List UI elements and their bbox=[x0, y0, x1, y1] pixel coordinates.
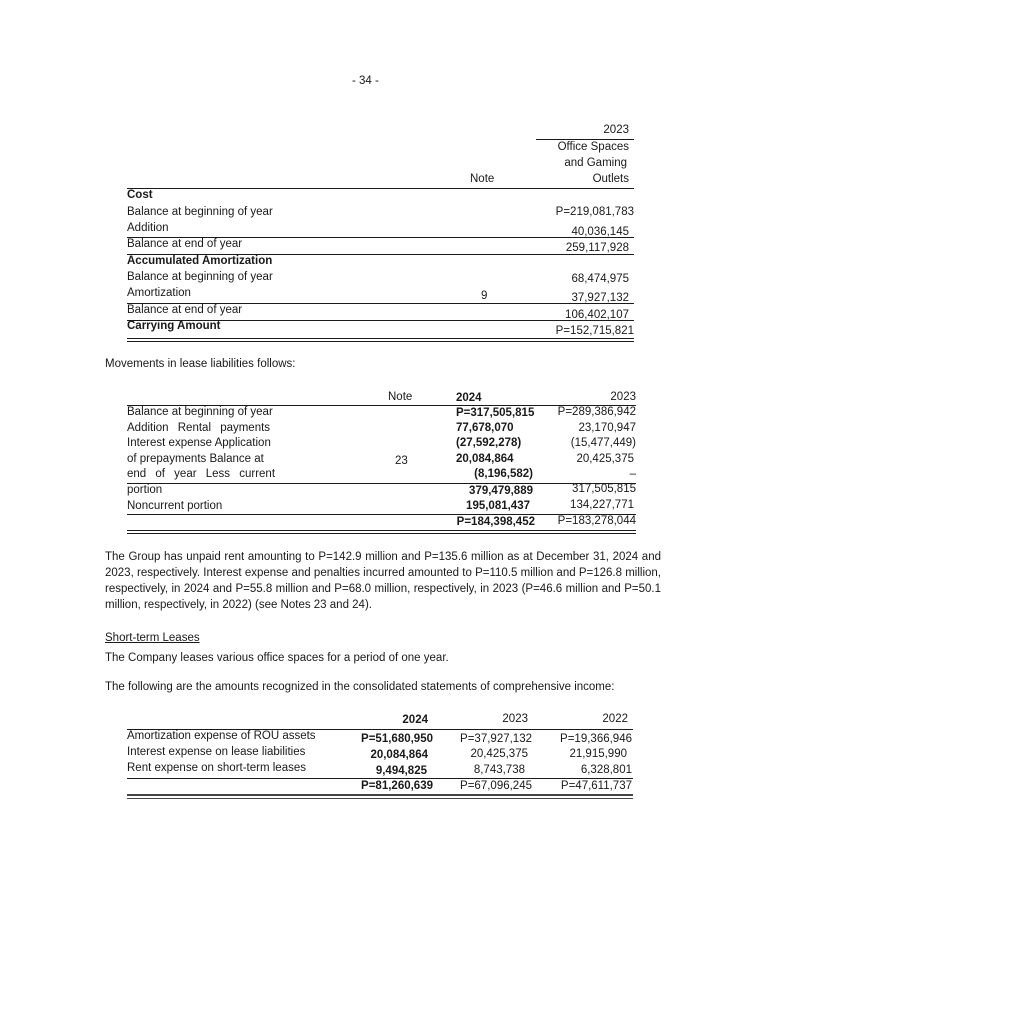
rou-header-year: 2023 bbox=[603, 124, 629, 136]
amortization-heading: Accumulated Amortization bbox=[127, 255, 273, 267]
lease-2023-value: 20,425,375 bbox=[576, 453, 634, 465]
amounts-row-2024: P=51,680,950 bbox=[361, 733, 433, 745]
amounts-row-label: Interest expense on lease liabilities bbox=[127, 746, 306, 758]
amounts-total-2022: P=47,611,737 bbox=[560, 780, 632, 792]
lease-2024-value: 20,084,864 bbox=[456, 453, 514, 465]
amounts-total-2024: P=81,260,639 bbox=[361, 780, 433, 792]
amounts-intro: The following are the amounts recognized in the consolidated statements of comprehensive income: bbox=[105, 681, 615, 693]
amort-row-value: 37,927,132 bbox=[571, 292, 629, 304]
lease-2023-value: P=183,278,044 bbox=[557, 515, 636, 527]
amounts-header-2023: 2023 bbox=[502, 713, 528, 725]
lease-2023-value: (15,477,449) bbox=[570, 437, 636, 449]
rou-header-label-2: and Gaming bbox=[564, 157, 627, 169]
amort-row-label: Amortization bbox=[127, 287, 191, 299]
lease-header-note: Note bbox=[388, 391, 413, 403]
carrying-amount-value: P=152,715,821 bbox=[555, 325, 634, 337]
lease-2024-value: P=184,398,452 bbox=[456, 516, 535, 528]
amounts-header-2022: 2022 bbox=[602, 713, 628, 725]
amounts-row-2022: 6,328,801 bbox=[580, 764, 632, 776]
cost-row-value: 40,036,145 bbox=[571, 226, 629, 238]
amounts-row-2024: 9,494,825 bbox=[375, 765, 427, 777]
lease-intro: Movements in lease liabilities follows: bbox=[105, 358, 296, 370]
cost-row-value: P=219,081,783 bbox=[555, 206, 634, 218]
lease-label-line: portion bbox=[127, 484, 163, 496]
carrying-amount-label: Carrying Amount bbox=[127, 320, 221, 332]
lease-label-line: Addition Rental payments bbox=[127, 422, 271, 434]
cost-row-label: Balance at end of year bbox=[127, 238, 243, 250]
amounts-row-2023: 20,425,375 bbox=[470, 748, 528, 760]
lease-2024-value: 77,678,070 bbox=[456, 422, 514, 434]
lease-2024-value: 379,479,889 bbox=[469, 485, 533, 497]
amort-row-label: Balance at beginning of year bbox=[127, 271, 273, 283]
cost-heading: Cost bbox=[127, 189, 153, 201]
lease-label-line: end of year Less current bbox=[127, 468, 276, 480]
amort-row-label: Balance at end of year bbox=[127, 304, 243, 316]
rou-header-note: Note bbox=[470, 173, 495, 185]
amort-row-value: 106,402,107 bbox=[565, 309, 629, 321]
lease-label-line: of prepayments Balance at bbox=[127, 453, 264, 465]
amounts-row-2023: P=37,927,132 bbox=[460, 733, 532, 745]
amort-row-value: 68,474,975 bbox=[571, 273, 629, 285]
cost-row-label: Balance at beginning of year bbox=[127, 206, 273, 218]
lease-label-line: Noncurrent portion bbox=[127, 500, 223, 512]
amounts-row-2023: 8,743,738 bbox=[473, 764, 525, 776]
lease-label-line: Interest expense Application bbox=[127, 437, 271, 449]
amounts-row-label: Amortization expense of ROU assets bbox=[127, 730, 316, 742]
amounts-row-2024: 20,084,864 bbox=[370, 749, 428, 761]
lease-2024-value: (8,196,582) bbox=[474, 468, 533, 480]
cost-row-value: 259,117,928 bbox=[565, 242, 629, 254]
amounts-total-2023: P=67,096,245 bbox=[460, 780, 532, 792]
lease-header-2023: 2023 bbox=[610, 391, 636, 403]
lease-2024-value: 195,081,437 bbox=[466, 500, 530, 512]
lease-2023-value: P=289,386,942 bbox=[557, 406, 636, 418]
lease-2023-value: 134,227,771 bbox=[570, 499, 634, 511]
rou-header-label-3: Outlets bbox=[592, 173, 629, 185]
lease-2023-value: – bbox=[629, 468, 636, 480]
rou-header-label-1: Office Spaces bbox=[557, 141, 629, 153]
amounts-row-2022: P=19,366,946 bbox=[560, 733, 632, 745]
amort-row-note: 9 bbox=[481, 290, 488, 302]
unpaid-rent-paragraph: The Group has unpaid rent amounting to P=142.9 million and P=135.6 million as at December 31, 2024 and 2023, respectively. Interest expense and penalties incurred amounted to P=110.5 million and P=126.8 million, respectively, in 2024 and P=55.8 million and P=68.0 million, respectively, in 2023 (P=46.6 million and P=50.1 million, respectively, in 2022) (see Notes 23 and 24). bbox=[105, 551, 661, 611]
lease-note-value: 23 bbox=[395, 455, 408, 467]
lease-2024-value: (27,592,278) bbox=[456, 437, 522, 449]
page-number: - 34 - bbox=[352, 75, 379, 87]
amounts-header-2024: 2024 bbox=[402, 714, 428, 726]
amounts-row-2022: 21,915,990 bbox=[569, 748, 627, 760]
lease-label-line: Balance at beginning of year bbox=[127, 406, 273, 418]
lease-2023-value: 317,505,815 bbox=[572, 483, 636, 495]
cost-row-label: Addition bbox=[127, 222, 169, 234]
lease-2024-value: P=317,505,815 bbox=[456, 407, 535, 419]
lease-header-2024: 2024 bbox=[456, 392, 482, 404]
lease-2023-value: 23,170,947 bbox=[578, 422, 636, 434]
short-term-leases-text: The Company leases various office spaces for a period of one year. bbox=[105, 652, 449, 664]
short-term-leases-heading: Short-term Leases bbox=[105, 632, 200, 644]
amounts-row-label: Rent expense on short-term leases bbox=[127, 762, 306, 774]
